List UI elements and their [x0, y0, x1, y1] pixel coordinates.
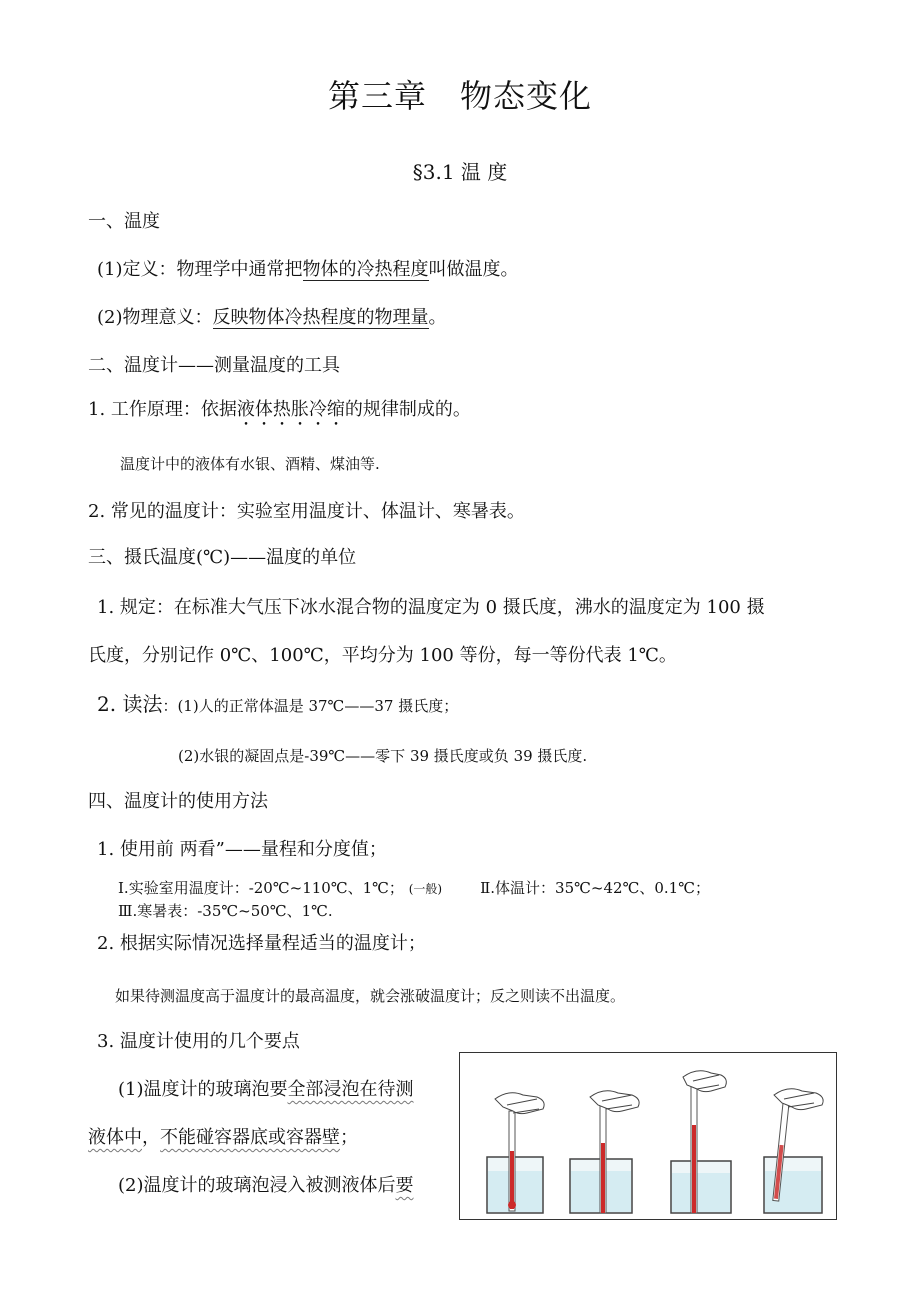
thermometer-beakers-figure [459, 1052, 837, 1220]
heading-temperature: 一、温度 [88, 211, 160, 232]
reading-line-1: 2. 读法：(1)人的正常体温是 37℃——37 摄氏度； [97, 692, 459, 716]
key-point-1-line-2: 液体中，不能碰容器底或容器壁； [88, 1127, 358, 1148]
rule-line-2: 氏度，分别记作 0℃、100℃，平均分为 100 等份，每一等份代表 1℃。 [88, 645, 677, 666]
usage-line-3: 3. 温度计使用的几个要点 [97, 1031, 300, 1052]
heading-thermometer: 二、温度计——测量温度的工具 [88, 355, 340, 376]
usage-line-2: 2. 根据实际情况选择量程适当的温度计； [97, 933, 426, 954]
beaker-2 [570, 1091, 639, 1213]
key-point-2-line-1: (2)温度计的玻璃泡浸入被测液体后要 [118, 1175, 414, 1196]
working-principle-line: 1. 工作原理：依据液体热胀冷缩的规律制成的。 [88, 399, 471, 420]
beaker-1 [487, 1093, 544, 1213]
chapter-title: 第三章 物态变化 [327, 77, 592, 115]
key-point-1-line-1: (1)温度计的玻璃泡要全部浸泡在待测 [118, 1079, 414, 1100]
heading-celsius: 三、摄氏温度(℃)——温度的单位 [88, 547, 357, 568]
physical-meaning-line: (2)物理意义：反映物体冷热程度的物理量。 [97, 307, 447, 328]
rule-line-1: 1. 规定：在标准大气压下冰水混合物的温度定为 0 摄氏度，沸水的温度定为 100 摄 [97, 597, 765, 618]
range-line-2: Ⅲ.寒暑表：-35℃~50℃、1℃. [118, 902, 333, 920]
common-thermometers-line: 2. 常见的温度计：实验室用温度计、体温计、寒暑表。 [88, 501, 525, 522]
heading-usage: 四、温度计的使用方法 [88, 791, 268, 812]
beaker-3 [671, 1071, 731, 1213]
range-line-1: Ⅰ.实验室用温度计：-20℃~110℃、1℃； (一般) Ⅱ.体温计：35℃~42℃、0.1℃； [118, 879, 710, 897]
usage-line-1: 1. 使用前 两看”——量程和分度值； [97, 839, 387, 860]
reading-line-2: (2)水银的凝固点是-39℃——零下 39 摄氏度或负 39 摄氏度. [178, 747, 588, 765]
beakers-illustration [460, 1053, 836, 1219]
burst-note: 如果待测温度高于温度计的最高温度，就会涨破温度计；反之则读不出温度。 [115, 987, 626, 1005]
definition-line: (1)定义：物理学中通常把物体的冷热程度叫做温度。 [97, 259, 519, 280]
liquid-note: 温度计中的液体有水银、酒精、煤油等. [120, 455, 380, 473]
beaker-4 [764, 1089, 823, 1213]
section-title: §3.1 温 度 [412, 160, 508, 184]
